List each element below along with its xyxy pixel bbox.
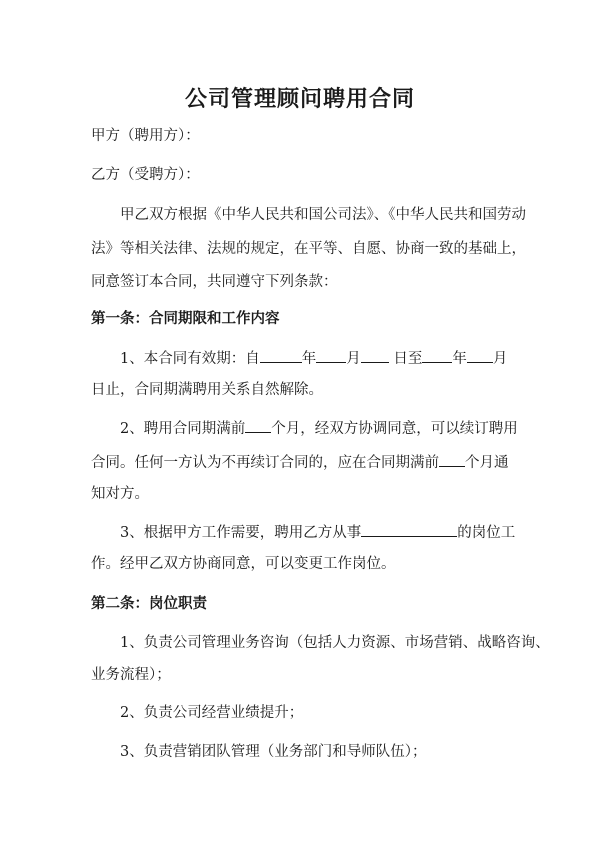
intro-line-3: 同意签订本合同，共同遵守下列条款： <box>91 274 338 290</box>
start-year-blank[interactable] <box>260 347 302 363</box>
non-renewal-text: 合同。任何一方认为不再续订合同的，应在合同期满前 <box>91 455 439 471</box>
end-year-label: 年 <box>452 351 467 367</box>
start-day-blank[interactable] <box>361 347 389 363</box>
position-blank[interactable] <box>361 521 457 537</box>
article-2-heading: 第二条：岗位职责 <box>91 595 207 612</box>
article-1-item-2-line-2 <box>91 451 509 473</box>
start-month-blank[interactable] <box>316 347 346 363</box>
notice-suffix: 个月通 <box>465 455 509 471</box>
article-2-item-1-line-2: 业务流程）； <box>91 667 171 683</box>
intro-line-1: 甲乙双方根据《中华人民共和国公司法》、《中华人民共和国劳动 <box>120 207 526 223</box>
document-title: 公司管理顾问聘用合同 <box>184 86 415 112</box>
position-label: 3、根据甲方工作需要，聘用乙方从事 <box>120 525 362 541</box>
renewal-months-blank[interactable] <box>245 417 271 433</box>
day-to-label: 日至 <box>393 351 423 367</box>
article-1-item-2-line-1 <box>120 417 518 439</box>
party-a-label: 甲方（聘用方）： <box>91 128 200 144</box>
intro-line-2: 法》等相关法律、法规的规定，在平等、自愿、协商一致的基础上， <box>91 241 526 257</box>
article-2-item-2: 2、负责公司经营业绩提升； <box>120 705 304 721</box>
end-month-label: 月 <box>492 351 508 367</box>
end-month-blank[interactable] <box>467 347 493 363</box>
renewal-text: 个月，经双方协调同意，可以续订聘用 <box>271 421 518 437</box>
article-2-item-1-line-1: 1、负责公司管理业务咨询（包括人力资源、市场营销、战略咨询、 <box>120 635 550 651</box>
position-suffix: 的岗位工 <box>457 525 516 541</box>
year-label: 年 <box>301 351 317 367</box>
article-1-item-1-line-1 <box>120 347 507 369</box>
notice-months-blank[interactable] <box>439 451 465 467</box>
party-b-label: 乙方（受聘方）： <box>91 167 200 183</box>
article-1-item-1-line-2: 日止，合同期满聘用关系自然解除。 <box>91 382 323 398</box>
end-year-blank[interactable] <box>422 347 452 363</box>
month-label: 月 <box>346 351 361 367</box>
article-1-item-3-line-1 <box>120 521 515 543</box>
article-1-heading: 第一条：合同期限和工作内容 <box>91 310 280 327</box>
renewal-notice-label: 2、聘用合同期满前 <box>120 421 246 437</box>
article-1-item-3-line-2: 作。经甲乙双方协商同意，可以变更工作岗位。 <box>91 556 396 572</box>
term-start-label: 1、本合同有效期：自 <box>120 351 260 367</box>
article-1-item-2-line-3: 知对方。 <box>91 486 149 502</box>
article-2-item-3: 3、负责营销团队管理（业务部门和导师队伍）； <box>120 744 427 760</box>
